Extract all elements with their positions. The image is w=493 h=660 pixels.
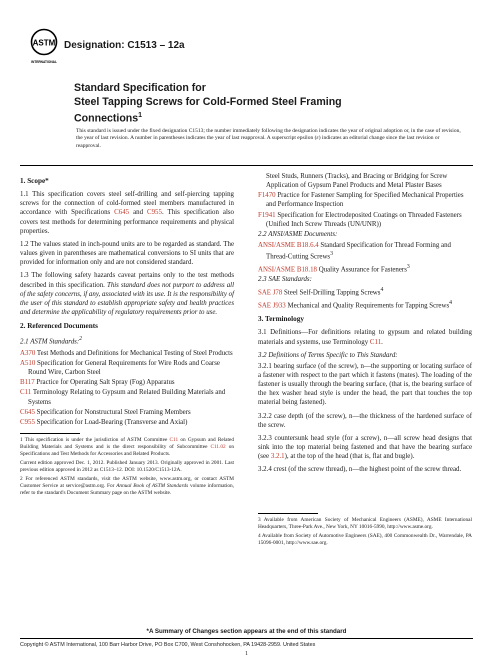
astm-logo — [30, 28, 58, 68]
footnote-rule — [258, 513, 318, 514]
summary-of-changes-note: *A Summary of Changes section appears at the end of this standard — [146, 628, 347, 635]
ref-link-c11[interactable]: C11 — [20, 389, 32, 397]
footnote-2: 2 For referenced ASTM standards, visit the ASTM website, www.astm.org, or contact ASTM Customer Service at service@astm.org. For Annual Book of ASTM Standards volume information, refer to the standard's Document Summary page on the ASTM website. — [20, 476, 234, 497]
referenced-documents-heading: 2. Referenced Documents — [20, 322, 98, 331]
para-3-2-2: 3.2.2 case depth (of the screw), n—the thickness of the hardened surface of the screw. — [258, 412, 472, 429]
ref-link-committee-c11[interactable]: C11 — [169, 437, 179, 444]
para-1-1: 1.1 This specification covers steel self-drilling and self-piercing tapping screws for the connection of cold-formed steel members manufactured in accordance with Specifications C645 and C955. This specification also covers test methods for determining performance requirements and physical properties. — [20, 191, 234, 235]
right-column — [258, 172, 472, 549]
ref-link-3-2-1[interactable]: 3.2.1 — [270, 453, 285, 461]
title-line-3: Connections$^1$ — [74, 112, 143, 125]
svg-text:ASTM: ASTM — [32, 38, 56, 48]
ref-link-j933[interactable]: SAE J933 — [258, 302, 286, 310]
scope-heading: 1. Scope* — [20, 177, 49, 185]
ref-item: C955 Specification for Load-Bearing (Transverse and Axial) — [20, 418, 188, 426]
ref-item: C11 Terminology Relating to Gypsum and Related Building Materials and Systems — [20, 389, 226, 406]
ref-link-b117[interactable]: B117 — [20, 379, 35, 387]
para-1-2: 1.2 The values stated in inch-pound units are to be regarded as standard. The values given in parentheses are mathematical conversions to SI units that are provided for information only and are not considered standard. — [20, 240, 234, 267]
para-1-3: 1.3 The following safety hazards caveat pertains only to the test methods described in this specification. This standard does not purport to address all of the safety concerns, if any, associated with its use. It is the responsibility of the user of this standard to establish appropriate safety and health practices and determine the applicability of regulatory requirements prior to use. — [20, 272, 234, 317]
ref-item: SAE J933 Mechanical and Quality Requirements for Tapping Screws$^4$ — [258, 299, 453, 310]
ref-link-f1470[interactable]: F1470 — [258, 192, 276, 200]
terminology-heading: 3. Terminology — [258, 315, 304, 324]
ref-link-b18-6-4[interactable]: ANSI/ASME B18.6.4 — [258, 242, 319, 250]
ref-link-a510[interactable]: A510 — [20, 359, 36, 367]
ref-item: ANSI/ASME B18.18 Quality Assurance for Fasteners$^3$ — [258, 263, 410, 273]
footnote-1: 1 This specification is under the jurisdiction of ASTM Committee C11 on Gypsum and Related Building Materials and Systems and is the direct responsibility of Subcommittee C11.02 on Specifications and Test Methods for Accessories and Related Products. — [20, 437, 235, 458]
para-3-2-3: 3.2.3 countersunk head style (for a screw), n—all screw head designs that sink into the top material being fastened and that have the bearing surface (see 3.2.1), at the top of the head (that is, flat and bugle). — [258, 434, 472, 461]
ref-item: B117 Practice for Operating Salt Spray (Fog) Apparatus — [20, 379, 175, 387]
para-3-2-4: 3.2.4 crest (of the screw thread), n—the highest point of the screw thread. — [258, 466, 462, 474]
ref-item-continued: Steel Studs, Runners (Tracks), and Bracing or Bridging for Screw Application of Gypsum Panel Products and Metal Plaster Bases — [266, 173, 448, 190]
footnote-4: 4 Available from Society of Automotive Engineers (SAE), 400 Commonwealth Dr., Warrendale, PA 15096-0001, http://www.sae.org. — [258, 532, 472, 546]
page-number: 1 — [245, 651, 248, 657]
ref-link-c955[interactable]: C955 — [147, 209, 162, 217]
sae-subheading: 2.3 SAE Standards: — [258, 276, 312, 284]
ref-link-c645-list[interactable]: C645 — [20, 408, 35, 416]
document-title — [74, 82, 474, 126]
ansi-subheading: 2.2 ANSI/ASME Documents: — [258, 230, 338, 238]
left-column — [20, 172, 234, 499]
copyright-line: Copyright © ASTM International, 100 Barr Harbor Drive, PO Box C700, West Conshohocken, PA 19428-2959. United States — [20, 642, 316, 648]
intro-note: This standard is issued under the fixed designation C1513; the number immediately following the designation indicates the year of original adoption or, in the case of revision, the year of last revision. A number in parentheses indicates the year of last reapproval. A superscript epsilon (ε) indicates an editorial change since the last revision or reapproval. — [76, 128, 461, 149]
ref-item: SAE J78 Steel Self-Drilling Tapping Screws$^4$ — [258, 287, 384, 297]
designation-label: Designation: C1513 – 12a — [64, 40, 185, 51]
astm-standards-subheading: 2.1 ASTM Standards:$^2$ — [20, 336, 83, 346]
ref-link-a370[interactable]: A370 — [20, 349, 36, 357]
ref-item: ANSI/ASME B18.6.4 Standard Specification for Thread Forming and Thread-Cutting Screws$^3$ — [258, 242, 451, 261]
title-line-1: Standard Specification for — [74, 82, 206, 94]
ref-link-c11-term[interactable]: C11 — [369, 338, 382, 346]
header-divider — [20, 165, 473, 166]
ref-link-j78[interactable]: SAE J78 — [258, 289, 283, 297]
title-footnote-mark: 1 — [138, 112, 143, 119]
ref-link-f1941[interactable]: F1941 — [258, 211, 276, 219]
ref-item: A510 Specification for General Requirements for Wire Rods and Coarse Round Wire, Carbon Steel — [20, 359, 220, 377]
para-3-2-1: 3.2.1 bearing surface (of the screw), n—the supporting or locating surface of a fastener with respect to the part which it fastens (mates). The loading of the fastener is usually through the bearing surface, (that is, the bearing surface of the hex washer head style is under the head, the part that touches the top material being fastened). — [258, 362, 472, 407]
svg-text:INTERNATIONAL: INTERNATIONAL — [31, 60, 57, 64]
ref-item: F1941 Specification for Electrodeposited Coatings on Threaded Fasteners (Unified Inch Screw Threads (UN/UNR)) — [258, 211, 462, 228]
ref-item: A370 Test Methods and Definitions for Mechanical Testing of Steel Products — [20, 349, 233, 357]
footnote-1-edition: Current edition approved Dec. 1, 2012. Published January 2013. Originally approved in 2001. Last previous edition approved in 2012 as C1513–12. DOI: 10.1520/C1513-12A. — [20, 460, 234, 474]
ref-item: F1470 Practice for Fastener Sampling for Specified Mechanical Properties and Performance Inspection — [258, 192, 464, 209]
footnote-rule — [20, 433, 80, 434]
para-3-1: 3.1 Definitions—For definitions relating to gypsum and related building materials and systems, use Terminology C11. — [258, 329, 472, 346]
ref-link-subcommittee[interactable]: C11.02 — [210, 444, 226, 451]
para-3-2: 3.2 Definitions of Terms Specific to This Standard: — [258, 351, 398, 359]
footer-divider — [20, 638, 473, 639]
ref-item: C645 Specification for Nonstructural Steel Framing Members — [20, 408, 191, 416]
ref-link-c645[interactable]: C645 — [114, 209, 130, 217]
title-line-2: Steel Tapping Screws for Cold-Formed Steel Framing — [74, 95, 342, 108]
ref-link-c955-list[interactable]: C955 — [20, 418, 35, 426]
ref-link-b18-18[interactable]: ANSI/ASME B18.18 — [258, 266, 317, 273]
footnote-3: 3 Available from American Society of Mechanical Engineers (ASME), ASME International Headquarters, Three-Park Ave., New York, NY 10016-5990, http://www.asme.org. — [258, 516, 472, 530]
